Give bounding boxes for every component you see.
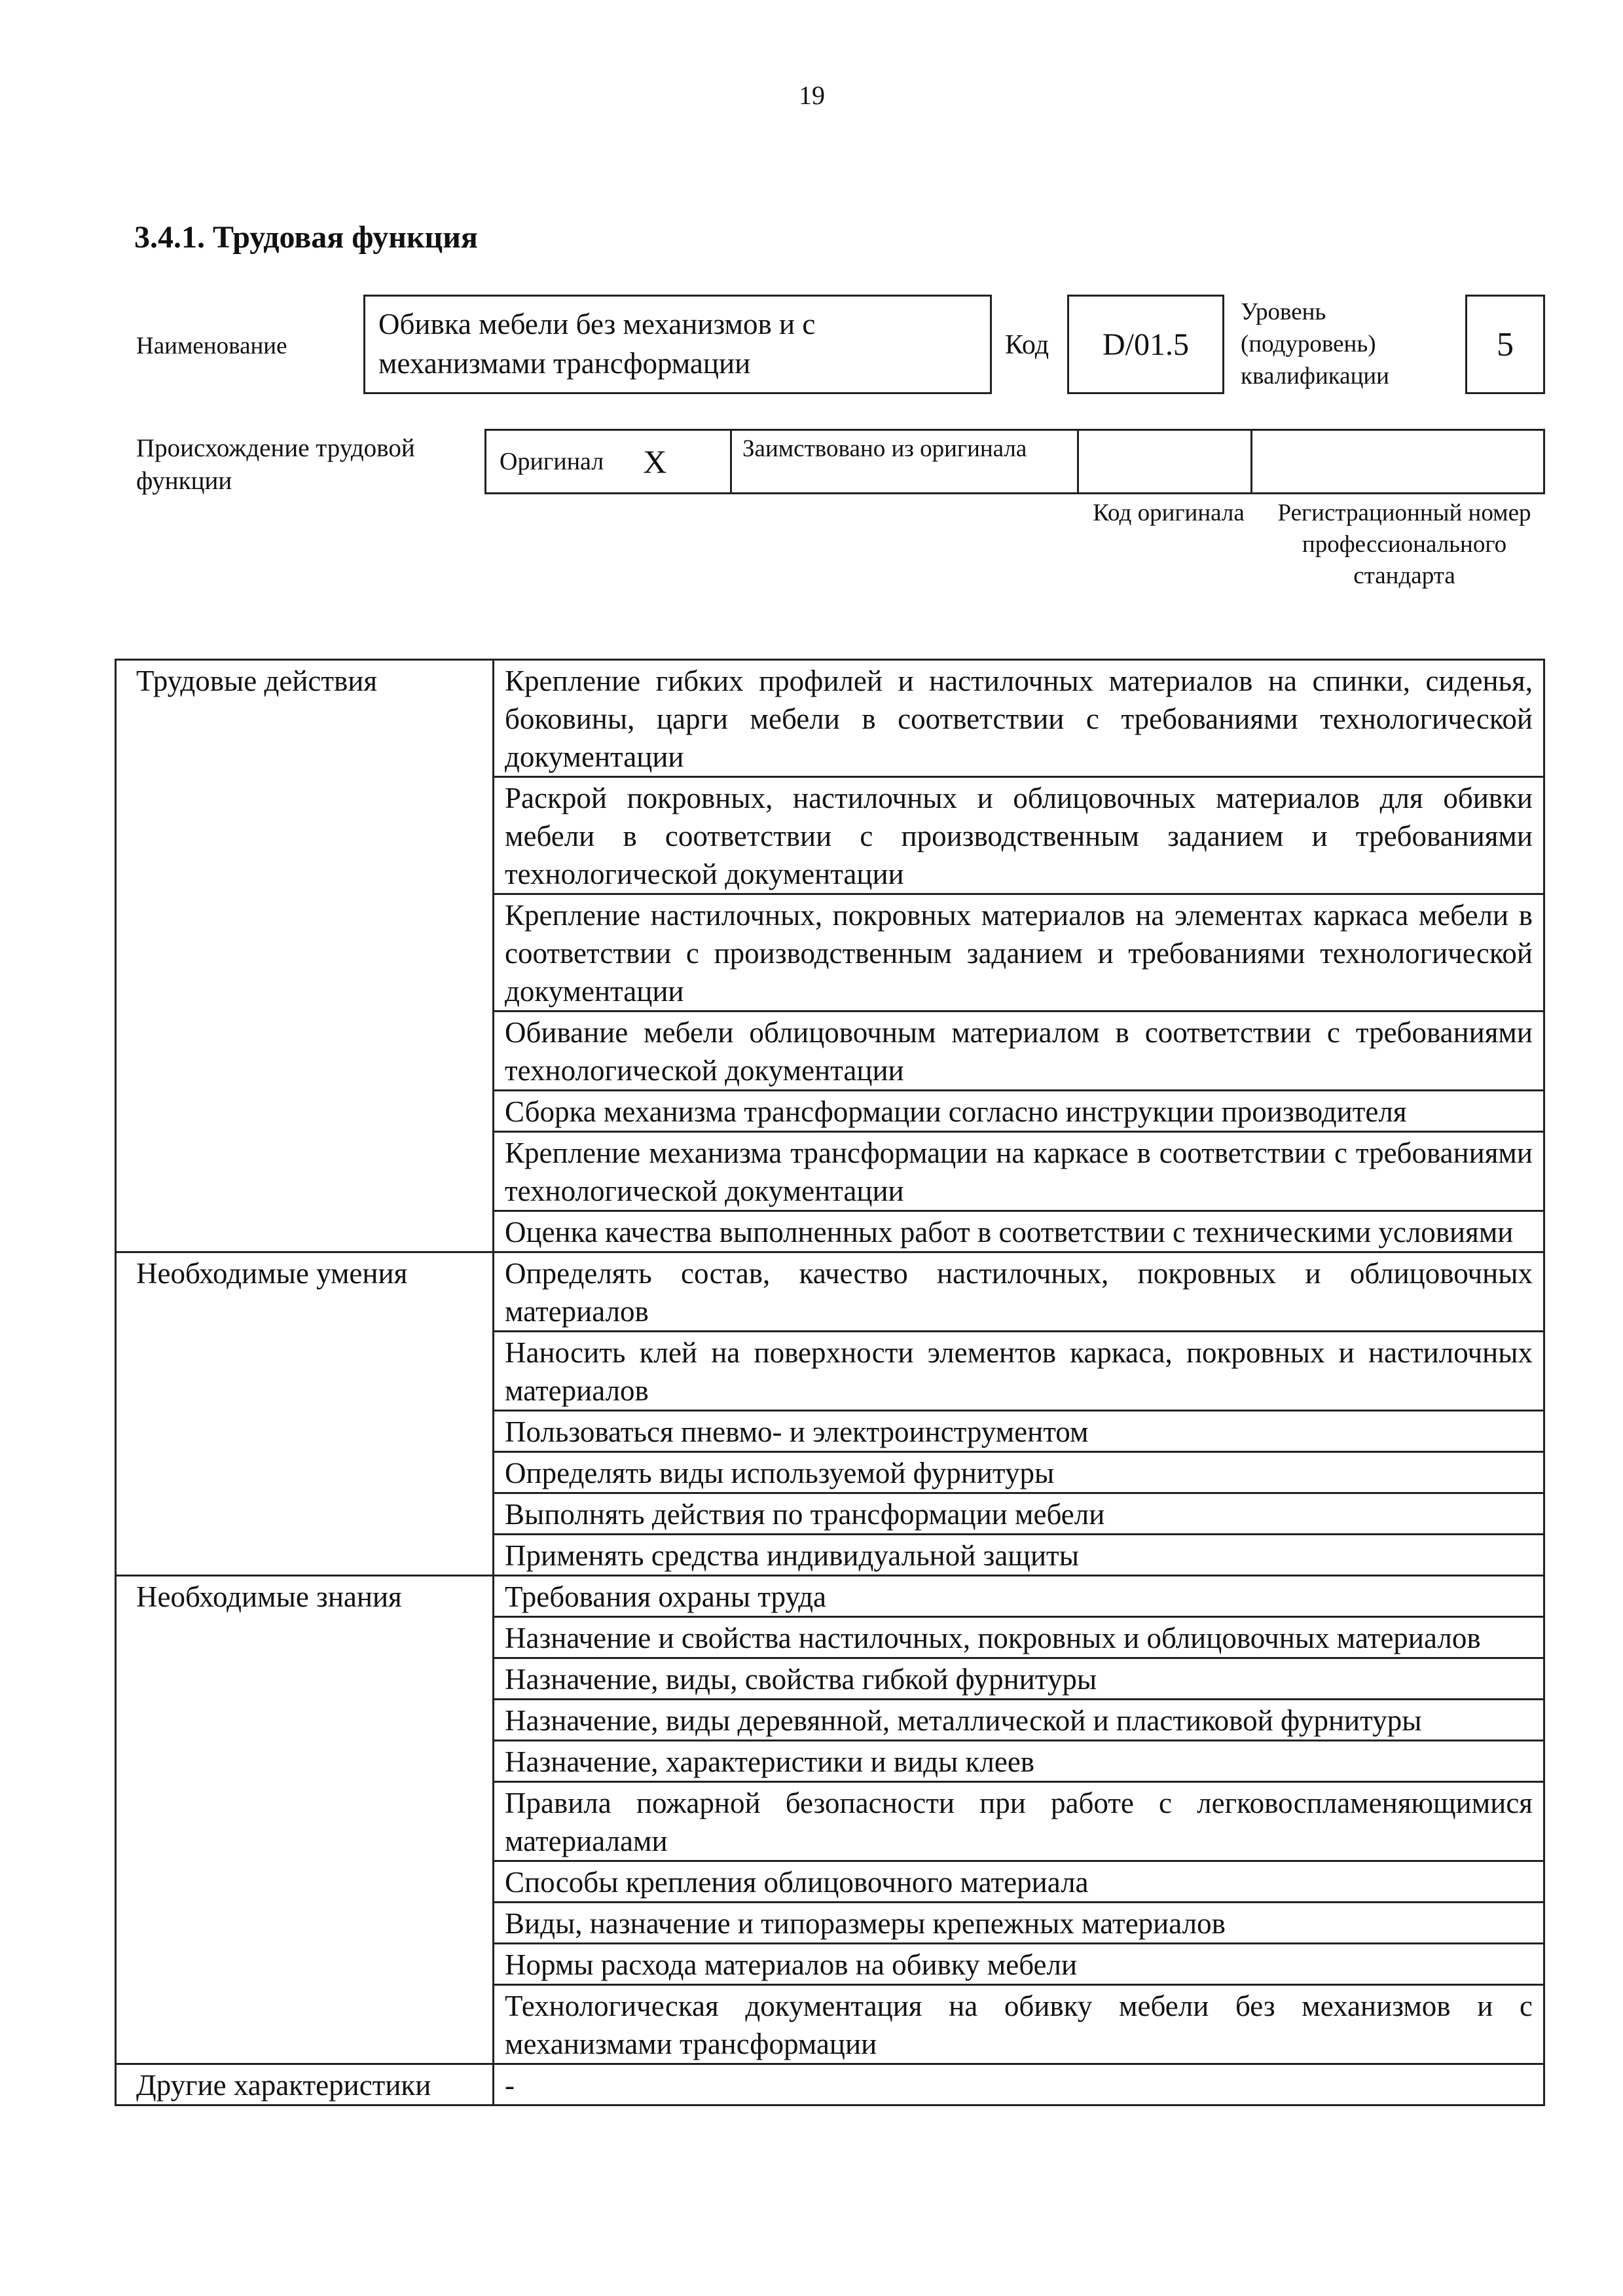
original-mark: X	[643, 443, 667, 480]
section-item: Определять состав, качество настилочных, покровных и облицовочных материалов	[494, 1252, 1544, 1332]
section-item: Назначение и свойства настилочных, покровных и облицовочных материалов	[494, 1617, 1544, 1658]
section-item: Оценка качества выполненных работ в соответствии с техническими условиями	[494, 1211, 1544, 1252]
section-item: Сборка механизма трансформации согласно инструкции производителя	[494, 1091, 1544, 1132]
section-item: Крепление настилочных, покровных материалов на элементах каркаса мебели в соответствии с производственным заданием и требованиями технологической документации	[494, 894, 1544, 1011]
section-heading: 3.4.1. Трудовая функция	[134, 220, 478, 255]
section-item: Способы крепления облицовочного материала	[494, 1861, 1544, 1903]
origin-table	[484, 429, 1545, 494]
section-item: Технологическая документация на обивку мебели без механизмов и с механизмами трансформации	[494, 1985, 1544, 2064]
original-label: Оригинал	[500, 448, 604, 475]
origin-original-cell	[486, 431, 732, 492]
section-item: Применять средства индивидуальной защиты	[494, 1535, 1544, 1576]
section-item: Назначение, виды деревянной, металлической и пластиковой фурнитуры	[494, 1700, 1544, 1741]
reg-number-cell	[1252, 431, 1543, 492]
qualification-level-label: Уровень (подуровень) квалификации	[1241, 299, 1389, 390]
reg-number-caption: Регистрационный номер профессионального стандарта	[1277, 500, 1531, 589]
section-item: Виды, назначение и типоразмеры крепежных материалов	[494, 1903, 1544, 1944]
name-value-box: Обивка мебели без механизмов и с механизмами трансформации	[363, 295, 992, 394]
name-label: Наименование	[136, 333, 287, 359]
section-title: Необходимые знания	[116, 1576, 494, 2064]
section-title: Другие характеристики	[116, 2064, 494, 2105]
table-row	[116, 1252, 1544, 1332]
section-item: Обивание мебели облицовочным материалом в соответствии с требованиями технологической документации	[494, 1011, 1544, 1091]
section-item: -	[494, 2064, 1544, 2105]
page-number: 19	[799, 81, 825, 110]
section-title: Необходимые умения	[116, 1252, 494, 1576]
origin-label: Происхождение трудовой функции	[136, 434, 415, 495]
section-item: Наносить клей на поверхности элементов каркаса, покровных и настилочных материалов	[494, 1332, 1544, 1411]
section-item: Назначение, характеристики и виды клеев	[494, 1741, 1544, 1782]
table-row	[116, 1576, 1544, 1617]
section-item: Назначение, виды, свойства гибкой фурнитуры	[494, 1658, 1544, 1700]
table-row	[116, 2064, 1544, 2105]
code-label: Код	[1005, 330, 1049, 360]
origin-borrowed-cell: Заимствовано из оригинала	[732, 431, 1079, 492]
function-details-table	[115, 659, 1545, 2106]
section-title: Трудовые действия	[116, 660, 494, 1252]
table-row	[116, 660, 1544, 777]
section-item: Пользоваться пневмо- и электроинструментом	[494, 1411, 1544, 1452]
qualification-level-box: 5	[1465, 295, 1545, 394]
section-item: Крепление гибких профилей и настилочных материалов на спинки, сиденья, боковины, царги мебели в соответствии с требованиями технологической документации	[494, 660, 1544, 777]
code-value-box: D/01.5	[1067, 295, 1224, 394]
original-code-cell	[1079, 431, 1252, 492]
section-item: Раскрой покровных, настилочных и облицовочных материалов для обивки мебели в соответствии с производственным заданием и требованиями технологической документации	[494, 777, 1544, 894]
section-item: Требования охраны труда	[494, 1576, 1544, 1617]
section-item: Нормы расхода материалов на обивку мебели	[494, 1944, 1544, 1985]
section-item: Определять виды используемой фурнитуры	[494, 1452, 1544, 1493]
section-item: Крепление механизма трансформации на каркасе в соответствии с требованиями технологической документации	[494, 1132, 1544, 1211]
original-code-caption: Код оригинала	[1093, 500, 1245, 526]
section-item: Выполнять действия по трансформации мебели	[494, 1493, 1544, 1535]
section-item: Правила пожарной безопасности при работе с легковоспламеняющимися материалами	[494, 1782, 1544, 1861]
